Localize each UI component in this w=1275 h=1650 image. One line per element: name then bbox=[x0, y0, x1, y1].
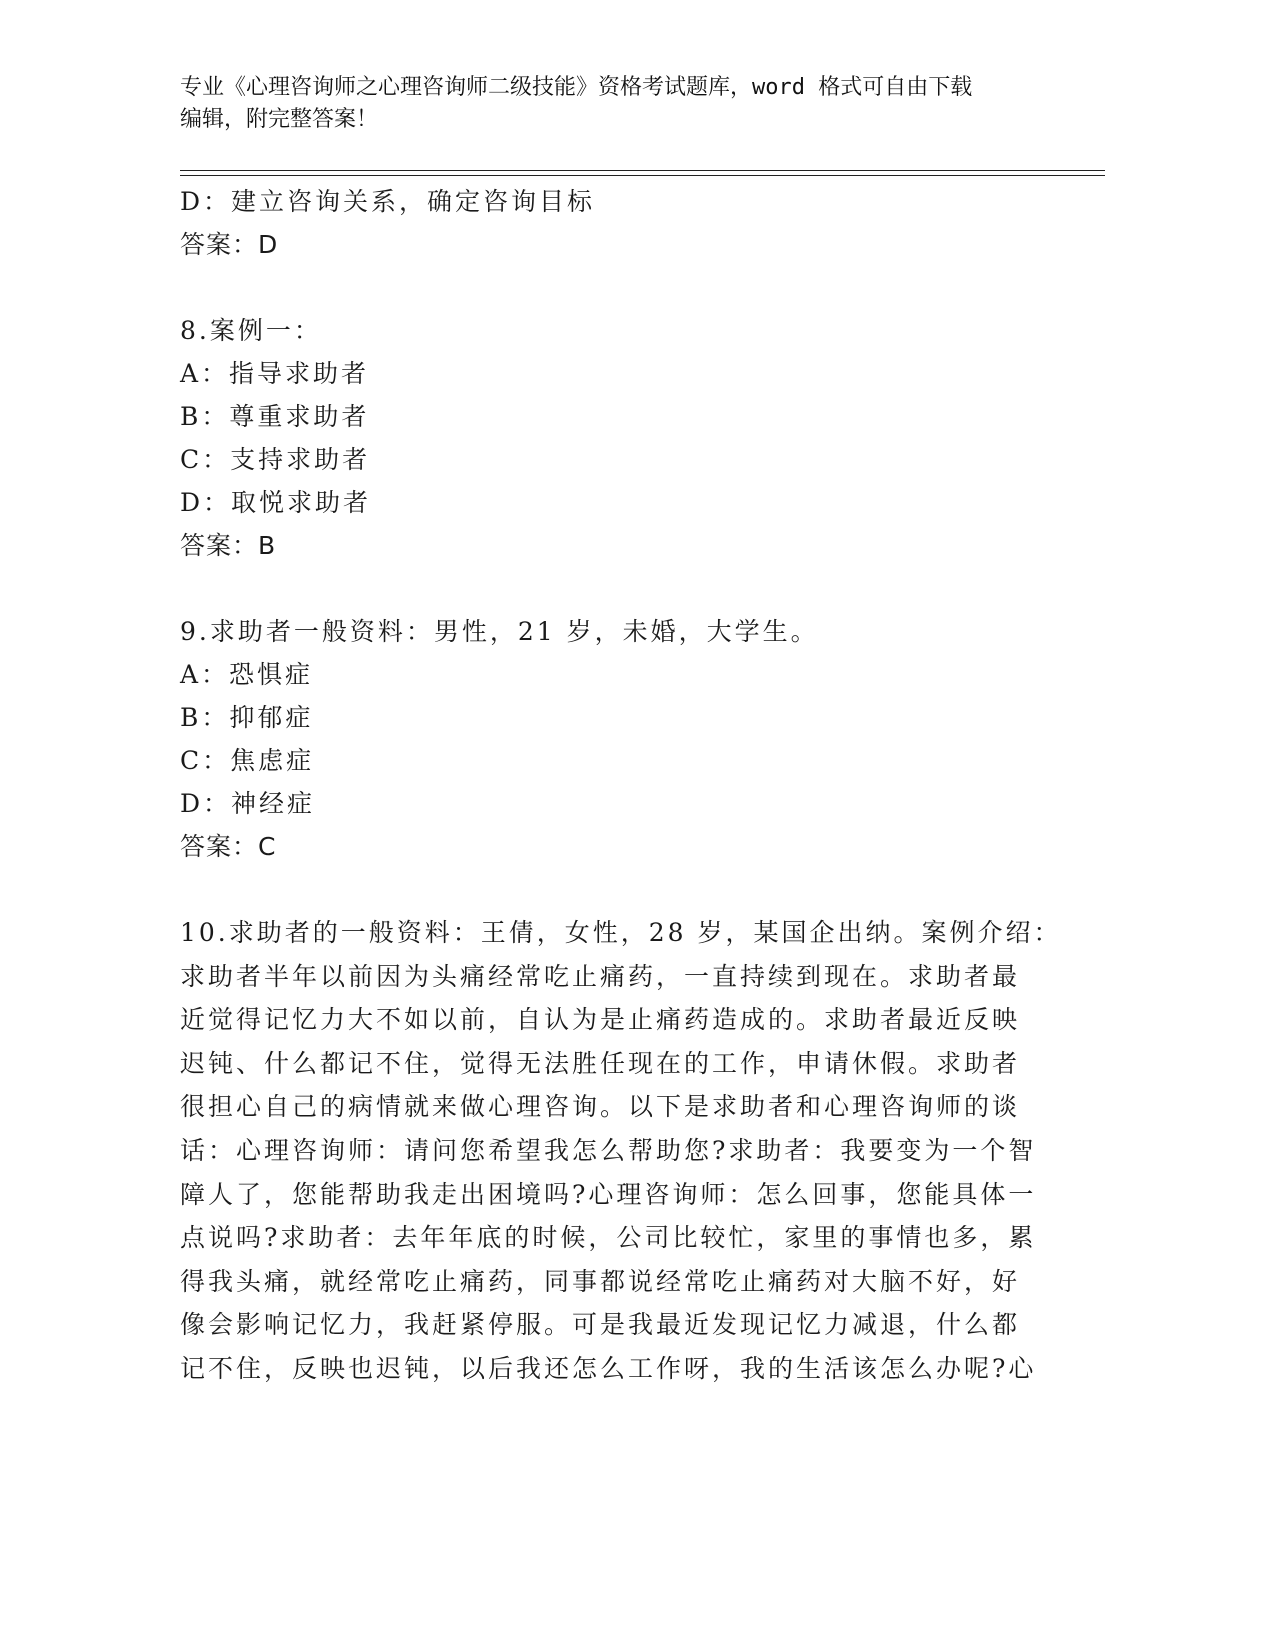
question-8-option-d: D：取悦求助者 bbox=[180, 488, 372, 517]
spacer bbox=[180, 567, 1040, 610]
question-8-option-a: A：指导求助者 bbox=[180, 359, 370, 388]
question-9-option-d: D：神经症 bbox=[180, 789, 316, 818]
question-9-option-a: A：恐惧症 bbox=[180, 660, 314, 689]
question-10-line: 求助者半年以前因为头痛经常吃止痛药，一直持续到现在。求助者最 bbox=[180, 961, 1021, 991]
question-9-option-c: C：焦虑症 bbox=[180, 746, 315, 775]
header-rule-top bbox=[180, 170, 1105, 171]
header-line-2: 编辑，附完整答案！ bbox=[180, 107, 379, 132]
question-10-line: 记不住，反映也迟钝，以后我还怎么工作呀，我的生活该怎么办呢?心 bbox=[180, 1353, 1037, 1383]
prev-question-option-d: D：建立咨询关系，确定咨询目标 bbox=[180, 187, 596, 216]
question-10-line: 像会影响记忆力，我赶紧停服。可是我最近发现记忆力减退，什么都 bbox=[180, 1310, 1021, 1340]
question-10-line: 障人了，您能帮助我走出困境吗?心理咨询师：怎么回事，您能具体一 bbox=[180, 1179, 1037, 1209]
document-header bbox=[180, 72, 1060, 136]
question-9-option-b: B：抑郁症 bbox=[180, 703, 314, 732]
spacer bbox=[180, 266, 1040, 309]
spacer bbox=[180, 868, 1040, 911]
question-10-line: 点说吗?求助者：去年年底的时候，公司比较忙，家里的事情也多，累 bbox=[180, 1223, 1037, 1253]
question-10-line: 很担心自己的病情就来做心理咨询。以下是求助者和心理咨询师的谈 bbox=[180, 1092, 1021, 1122]
header-rule-bottom bbox=[180, 175, 1105, 176]
question-9 bbox=[180, 610, 1040, 868]
question-9-stem: 9.求助者一般资料：男性，21 岁，未婚，大学生。 bbox=[180, 617, 819, 646]
question-10 bbox=[180, 911, 1062, 1391]
question-10-line: 迟钝、什么都记不住，觉得无法胜任现在的工作，申请休假。求助者 bbox=[180, 1048, 1021, 1078]
question-8 bbox=[180, 309, 1040, 567]
question-8-option-b: B：尊重求助者 bbox=[180, 402, 370, 431]
question-10-line: 得我头痛，就经常吃止痛药，同事都说经常吃止痛药对大脑不好，好 bbox=[180, 1266, 1021, 1296]
question-9-answer: 答案：C bbox=[180, 832, 277, 861]
document-body bbox=[180, 180, 1062, 1391]
question-8-option-c: C：支持求助者 bbox=[180, 445, 371, 474]
question-8-stem: 8.案例一： bbox=[180, 316, 322, 345]
prev-question-answer: 答案：D bbox=[180, 230, 279, 259]
question-10-line: 近觉得记忆力大不如以前，自认为是止痛药造成的。求助者最近反映 bbox=[180, 1005, 1021, 1035]
header-line-1: 专业《心理咨询师之心理咨询师二级技能》资格考试题库，word 格式可自由下载 bbox=[180, 75, 973, 100]
question-10-line: 10.求助者的一般资料：王倩，女性，28 岁，某国企出纳。案例介绍： bbox=[180, 918, 1062, 947]
question-10-line: 话：心理咨询师：请问您希望我怎么帮助您?求助者：我要变为一个智 bbox=[180, 1135, 1037, 1165]
question-8-answer: 答案：B bbox=[180, 531, 277, 560]
